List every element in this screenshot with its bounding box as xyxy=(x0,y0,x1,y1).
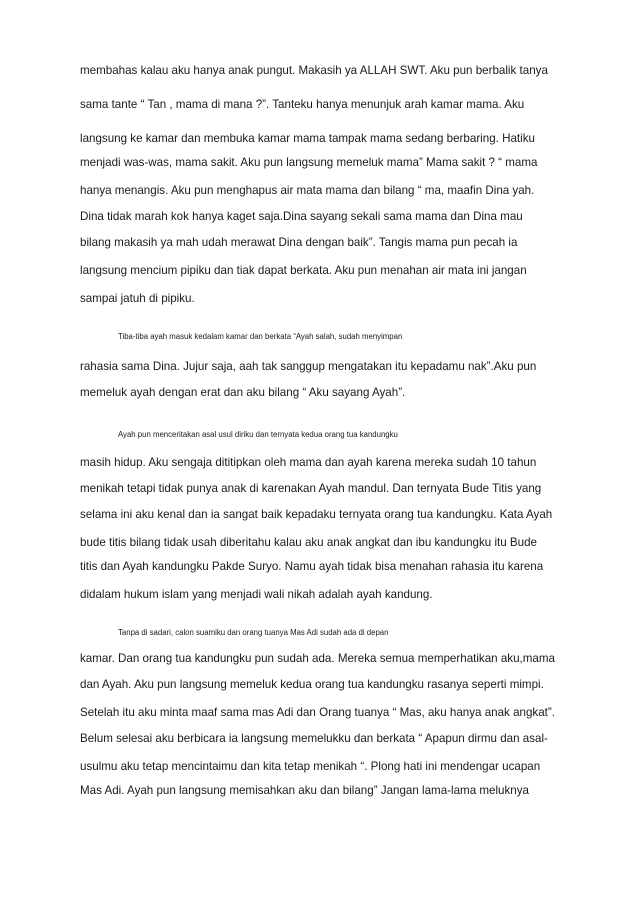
text-line: Tiba-tiba ayah masuk kedalam kamar dan berkata “Ayah salah, sudah menyimpan xyxy=(118,332,403,341)
text-line: hanya menangis. Aku pun menghapus air mata mama dan bilang “ ma, maafin Dina yah. xyxy=(80,184,535,197)
text-line: membahas kalau aku hanya anak pungut. Makasih ya ALLAH SWT. Aku pun berbalik tanya xyxy=(80,64,548,77)
text-line: rahasia sama Dina. Jujur saja, aah tak sanggup mengatakan itu kepadamu nak”.Aku pun xyxy=(80,360,537,373)
text-line: sama tante “ Tan , mama di mana ?”. Tanteku hanya menunjuk arah kamar mama. Aku xyxy=(80,98,525,111)
text-line: menjadi was-was, mama sakit. Aku pun langsung memeluk mama” Mama sakit ? “ mama xyxy=(80,156,538,169)
text-line: Tanpa di sadari, calon suamiku dan orang tuanya Mas Adi sudah ada di depan xyxy=(118,628,389,637)
text-line: bude titis bilang tidak usah diberitahu kalau aku anak angkat dan ibu kandungku itu Bude xyxy=(80,536,537,549)
text-line: titis dan Ayah kandungku Pakde Suryo. Namu ayah tidak bisa menahan rahasia itu karena xyxy=(80,560,544,573)
text-line: Belum selesai aku berbicara ia langsung memelukku dan berkata “ Apapun dirmu dan asal- xyxy=(80,732,548,745)
text-line: langsung ke kamar dan membuka kamar mama tampak mama sedang berbaring. Hatiku xyxy=(80,132,535,145)
text-line: dan Ayah. Aku pun langsung memeluk kedua orang tua kandungku rasanya seperti mimpi. xyxy=(80,678,544,691)
text-line: menikah tetapi tidak punya anak di karenakan Ayah mandul. Dan ternyata Bude Titis yang xyxy=(80,482,542,495)
text-line: Setelah itu aku minta maaf sama mas Adi dan Orang tuanya “ Mas, aku hanya anak angkat”. xyxy=(80,706,555,719)
text-line: didalam hukum islam yang menjadi wali nikah adalah ayah kandung. xyxy=(80,588,433,601)
text-line: langsung mencium pipiku dan tiak dapat berkata. Aku pun menahan air mata ini jangan xyxy=(80,264,527,277)
text-line: sampai jatuh di pipiku. xyxy=(80,292,195,305)
text-line: selama ini aku kenal dan ia sangat baik kepadaku ternyata orang tua kandungku. Kata Ayah xyxy=(80,508,553,521)
text-line: kamar. Dan orang tua kandungku pun sudah ada. Mereka semua memperhatikan aku,mama xyxy=(80,652,555,665)
text-line: memeluk ayah dengan erat dan aku bilang “ Aku sayang Ayah”. xyxy=(80,386,406,399)
text-line: bilang makasih ya mah udah merawat Dina dengan baik”. Tangis mama pun pecah ia xyxy=(80,236,518,249)
text-line: Ayah pun menceritakan asal usul diriku dan ternyata kedua orang tua kandungku xyxy=(118,430,398,439)
text-line: Dina tidak marah kok hanya kaget saja.Dina sayang sekali sama mama dan Dina mau xyxy=(80,210,523,223)
text-line: masih hidup. Aku sengaja dititipkan oleh mama dan ayah karena mereka sudah 10 tahun xyxy=(80,456,537,469)
text-line: usulmu aku tetap mencintaimu dan kita tetap menikah “. Plong hati ini mendengar ucapan xyxy=(80,760,541,773)
text-line: Mas Adi. Ayah pun langsung memisahkan aku dan bilang” Jangan lama-lama meluknya xyxy=(80,784,529,797)
